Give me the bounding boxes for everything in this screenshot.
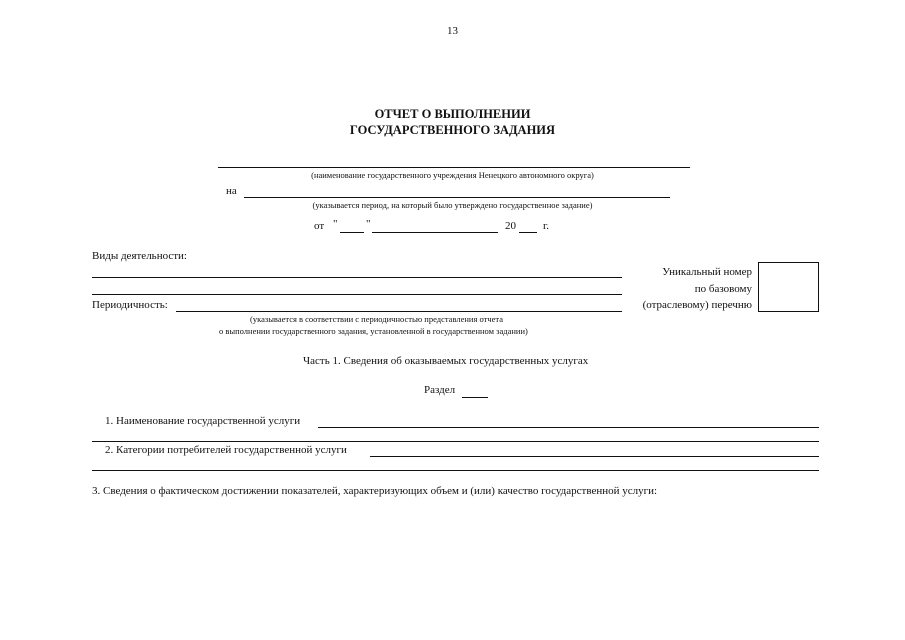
- periodicity-hint-line1: (указывается в соответствии с периодичностью представления отчета: [250, 314, 503, 324]
- date-year-suffix: г.: [543, 220, 550, 232]
- activities-line-2: [92, 294, 622, 295]
- date-month-line: [372, 232, 498, 233]
- item1-line: [318, 427, 819, 428]
- section-label: Раздел: [424, 384, 456, 396]
- unique-number-line2: по базовому: [694, 283, 752, 295]
- item2-line: [370, 456, 819, 457]
- date-from-label: от: [314, 220, 325, 232]
- date-quote-open: ": [333, 218, 338, 230]
- unique-number-line1: Уникальный номер: [662, 266, 752, 278]
- institution-name-line: [218, 167, 690, 168]
- unique-number-box[interactable]: [758, 262, 819, 312]
- period-prefix: на: [226, 185, 237, 197]
- periodicity-label: Периодичность:: [92, 299, 168, 311]
- activities-line-1: [92, 277, 622, 278]
- institution-hint: (наименование государственного учреждения Ненецкого автономного округа): [311, 170, 594, 180]
- section-number-line: [462, 397, 488, 398]
- date-century: 20: [505, 220, 516, 232]
- activities-label: Виды деятельности:: [92, 250, 187, 262]
- date-day-line: [340, 232, 364, 233]
- item3-label: 3. Сведения о фактическом достижении показателей, характеризующих объем и (или) качество государственной услуги:: [92, 485, 658, 497]
- date-quote-close: ": [366, 218, 371, 230]
- page-number: 13: [447, 25, 458, 37]
- part1-title: Часть 1. Сведения об оказываемых государственных услугах: [303, 355, 589, 367]
- item2-line-2: [92, 470, 819, 471]
- period-line: [244, 197, 670, 198]
- periodicity-line: [176, 311, 622, 312]
- item1-label: 1. Наименование государственной услуги: [105, 415, 301, 427]
- item2-label: 2. Категории потребителей государственной услуги: [105, 444, 347, 456]
- date-year-line: [519, 232, 537, 233]
- period-hint: (указывается период, на который было утверждено государственное задание): [312, 200, 593, 210]
- report-title-line2: ГОСУДАРСТВЕННОГО ЗАДАНИЯ: [349, 123, 556, 137]
- periodicity-hint-line2: о выполнении государственного задания, установленной в государственном задании): [219, 326, 528, 336]
- unique-number-line3: (отраслевому) перечню: [642, 299, 752, 311]
- item1-line-2: [92, 441, 819, 442]
- report-title-line1: ОТЧЕТ О ВЫПОЛНЕНИИ: [374, 107, 531, 121]
